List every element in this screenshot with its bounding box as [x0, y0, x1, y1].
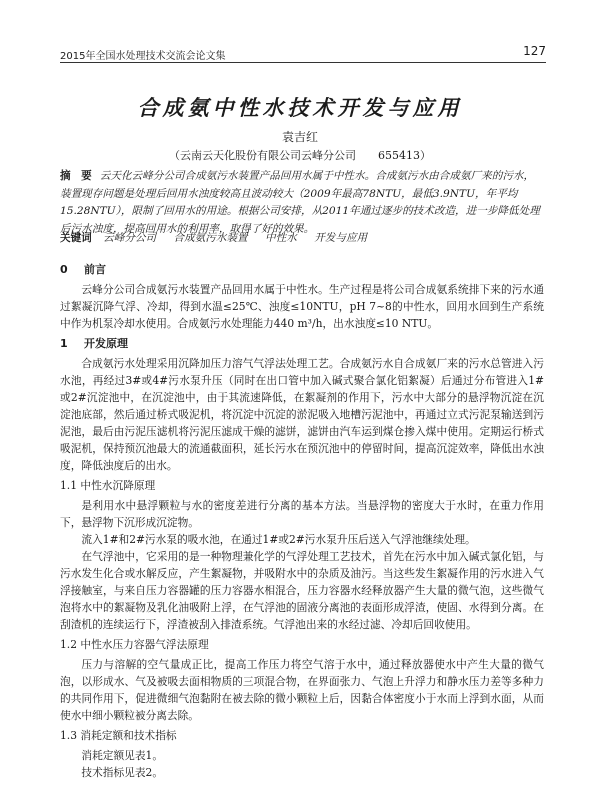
page-number: 127	[523, 44, 546, 58]
keywords-label: 关键词	[60, 232, 92, 244]
list-line: 消耗定额见表1。	[81, 749, 164, 762]
subsection-heading: 1.1 中性水沉降原理	[60, 479, 156, 492]
paragraph: 合成氨污水处理采用沉降加压力溶气气浮法处理工艺。合成氨污水自合成氨厂来的污水总管进入污水池，再经过3#或4#污水泵升压（同时在出口管中加入碱式聚合氯化铝絮凝）后通过分布管进入1#或2#沉淀池中，在沉淀池中，由于其流速降低，在絮凝剂的作用下，污水中大部分的悬浮物沉淀在沉淀池底部，然后通过桥式吸泥机，将沉淀中沉淀的淤泥吸入地槽污泥池中，再通过立式污泥泵输送到污泥池，最后由污泥压滤机将污泥压滤成干燥的滤饼，滤饼由汽车运到煤仓掺入煤中使用。定期运行桥式吸泥机，保持预沉池最大的流通截面积，延长污水在预沉池中的停留时间，提高沉淀效率，降低出水浊度，降低浊度后的出水。	[60, 357, 544, 472]
subsection-heading: 1.2 中性水压力容器气浮法原理	[60, 638, 209, 651]
paper-body	[60, 258, 544, 781]
abstract-label: 摘 要	[60, 170, 92, 182]
section-heading-principle: 1 开发原理	[60, 337, 128, 350]
paragraph: 流入1#和2#污水泵的吸水池，在通过1#或2#污水泵升压后送入气浮池继续处理。	[81, 533, 476, 546]
keyword: 开发与应用	[314, 232, 368, 244]
abstract-text: 云天化云峰分公司合成氨污水装置产品回用水属于中性水。合成氨污水由合成氨厂来的污水，装置现存问题是处理后回用水浊度较高且波动较大（2009年最高78NTU，最低3.9NTU，年平均15.28NTU），限制了回用水的用途。根据公司安排，从2011年通过逐步的技术改造，进一步降低处理后污水浊度，提高回用水的利用率，取得了好的效果。	[60, 170, 540, 235]
paragraph: 在气浮池中，它采用的是一种物理兼化学的气浮处理工艺技术，首先在污水中加入碱式氯化铝，与污水发生化合或水解反应，产生絮凝物，并吸附水中的杂质及油污。当这些发生絮凝作用的污水进入气浮接触室，与来自压力容器罐的压力容器水相混合，压力容器水经释放器产生大量的微气泡，这些微气泡将水中的絮凝物及乳化油吸附上浮，在气浮池的固液分离池的表面形成浮渣，使固、水得到分离。在刮渣机的连续运行下，浮渣被刮入排渣系统。气浮池出来的水经过滤、冷却后回收使用。	[60, 550, 544, 631]
list-line: 技术指标见表2。	[81, 766, 164, 779]
paragraph: 压力与溶解的空气量成正比，提高工作压力将空气溶于水中，通过释放器使水中产生大量的微气泡，以形成水、气及被吸去面相物质的三项混合物，在界面张力、气泡上升浮力和静水压力差等多种力的共同作用下，促进微细气泡黏附在被去除的微小颗粒上后，因黏合体密度小于水而上浮到水面，从而使水中细小颗粒被分离去除。	[60, 658, 544, 722]
section-heading-preface: 0 前言	[60, 263, 106, 276]
author-affiliation: （云南云天化股份有限公司云峰分公司 655413）	[169, 149, 431, 162]
running-header	[60, 46, 546, 63]
keyword: 云峰分公司	[103, 232, 157, 244]
keyword: 合成氨污水装置	[173, 232, 248, 244]
paragraph: 是利用水中悬浮颗粒与水的密度差进行分离的基本方法。当悬浮物的密度大于水时，在重力作用下，悬浮物下沉形成沉淀物。	[60, 499, 544, 529]
keywords	[60, 230, 544, 247]
subsection-heading: 1.3 消耗定额和技术指标	[60, 729, 177, 742]
paper-title: 合成氨中性水技术开发与应用	[137, 96, 463, 120]
journal-name: 2015年全国水处理技术交流会论文集	[60, 51, 226, 62]
keyword: 中性水	[265, 232, 297, 244]
abstract	[60, 168, 544, 238]
author-name: 袁吉红	[281, 130, 318, 144]
paragraph: 云峰分公司合成氨污水装置产品回用水属于中性水。生产过程是将公司合成氨系统排下来的污水通过絮凝沉降气浮、冷却，得到水温≤25℃、浊度≤10NTU，pH 7~8的中性水，回用水回到生产系统中作为机泵冷却水使用。合成氨污水处理能力440 m³/h，出水浊度≤10 NTU。	[60, 283, 544, 330]
